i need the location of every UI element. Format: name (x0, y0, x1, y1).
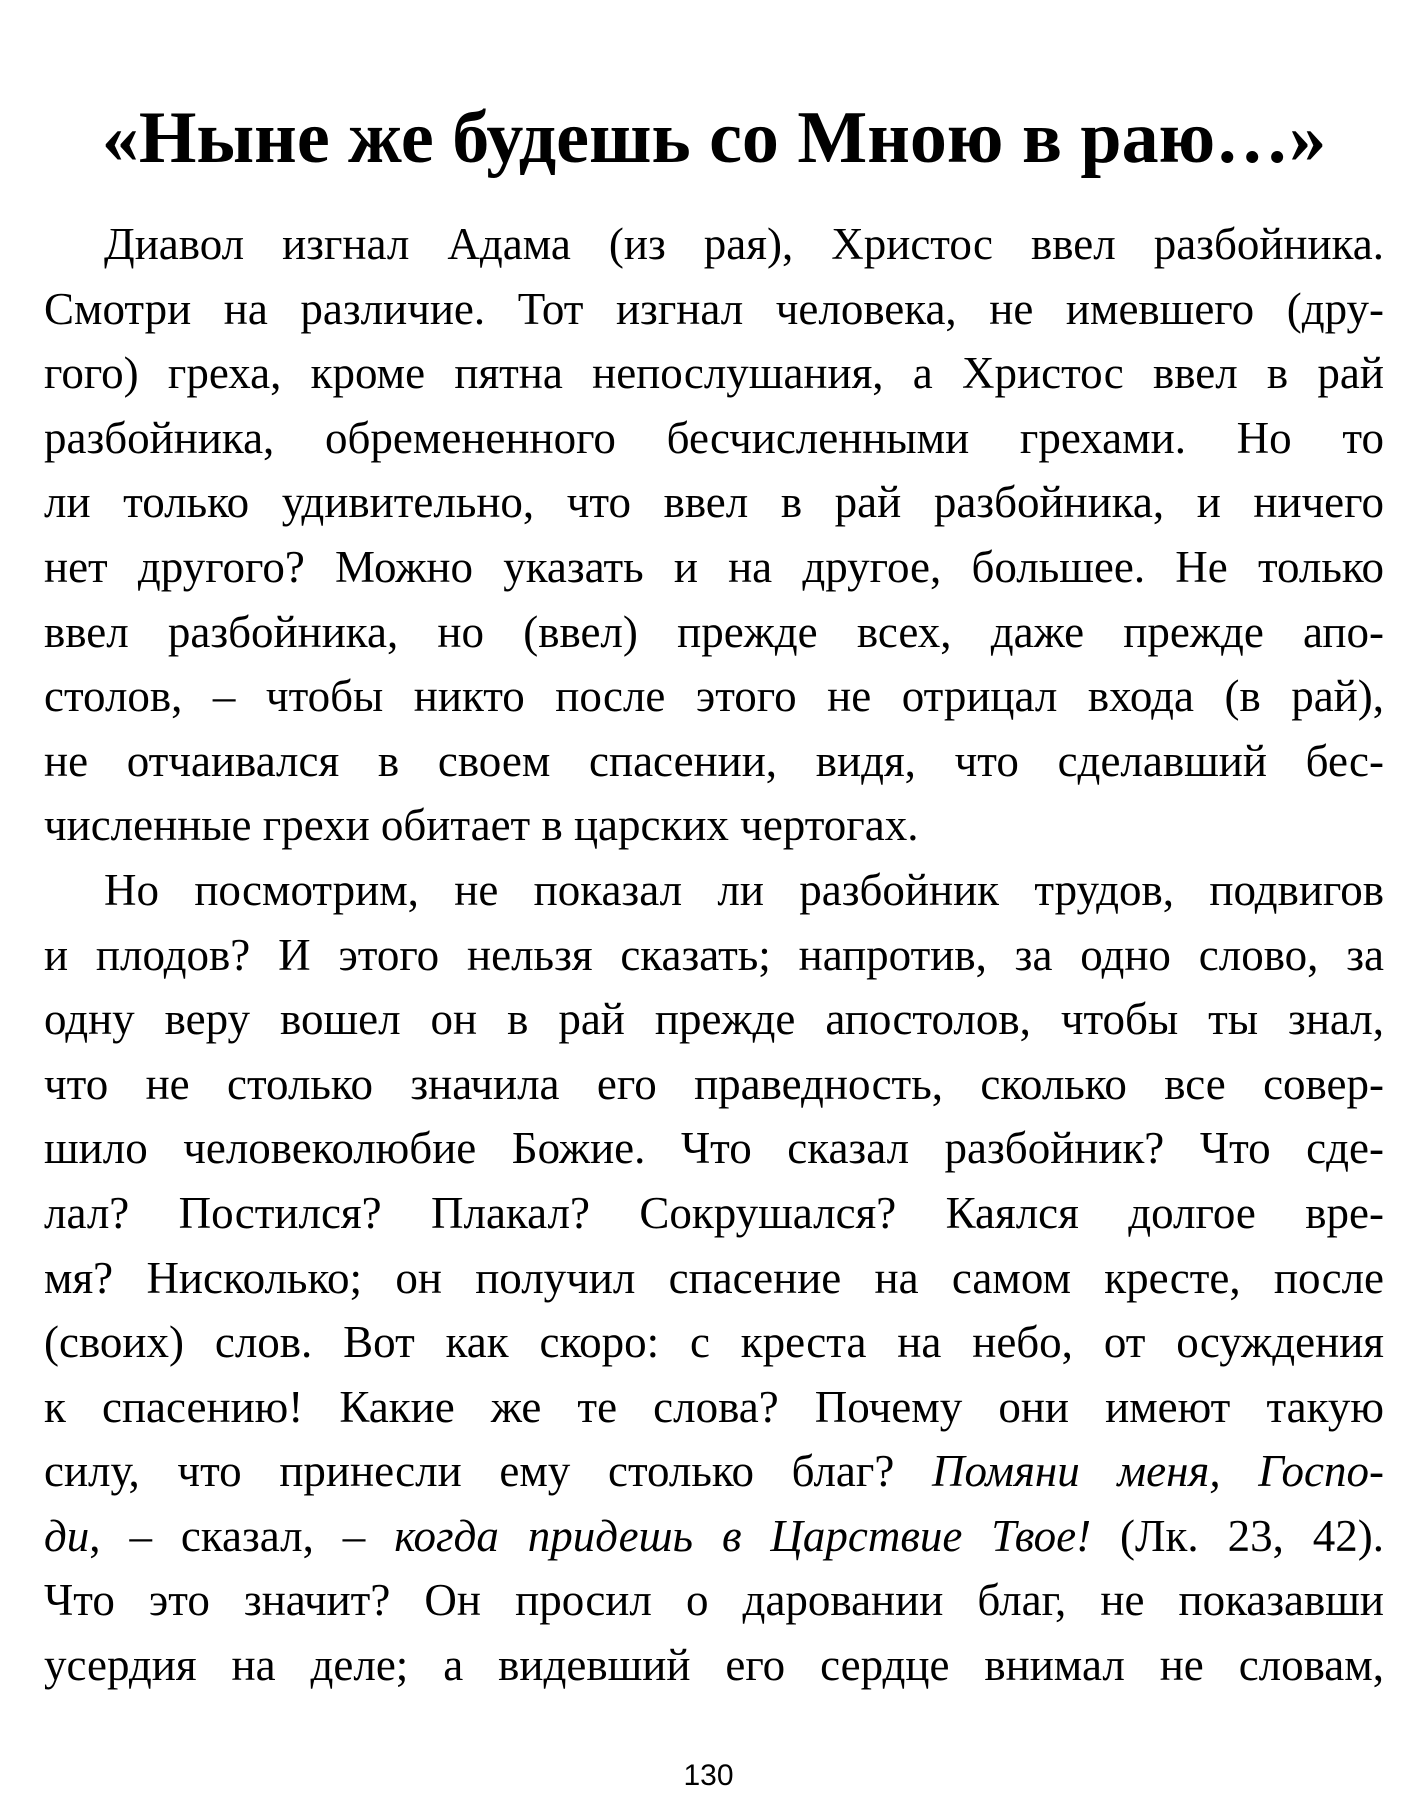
paragraph-1 (44, 212, 1384, 858)
text-line: шило человеколюбие Божие. Что сказал разбойник? Что сде- (44, 1123, 1384, 1174)
text-line: Смотри на различие. Тот изгнал человека, не имевшего (дру- (44, 283, 1384, 334)
text-line: ввел разбойника, но (ввел) прежде всех, даже прежде апо- (44, 606, 1384, 657)
italic-quote: когда придешь в Царствие Твое! (394, 1510, 1092, 1561)
text-line (44, 1439, 1384, 1504)
text-line: Но посмотрим, не показал ли разбойник трудов, подвигов (104, 864, 1384, 915)
text-line: (своих) слов. Вот как скоро: с креста на небо, от осуждения (44, 1317, 1384, 1368)
text-line: Диавол изгнал Адама (из рая), Христос ввел разбойника. (104, 219, 1384, 269)
text-run: (Лк. 23, 42). (1091, 1510, 1384, 1561)
text-line (44, 1504, 1384, 1569)
text-line: не отчаивался в своем спасении, видя, что сделавший бес- (44, 735, 1384, 786)
text-line: нет другого? Можно указать и на другое, большее. Не только (44, 541, 1384, 592)
paragraph-2 (44, 858, 1384, 1698)
text-line: одну веру вошел он в рай прежде апостолов, чтобы ты знал, (44, 994, 1384, 1045)
text-line: Что это значит? Он просил о даровании благ, не показавши (44, 1575, 1384, 1626)
text-line: численные грехи обитает в царских чертогах. (44, 800, 919, 851)
text-line: и плодов? И этого нельзя сказать; напротив, за одно слово, за (44, 929, 1384, 980)
text-line: столов, – чтобы никто после этого не отрицал входа (в рай), (44, 671, 1384, 722)
text-line: усердия на деле; а видевший его сердце внимал не словам, (44, 1640, 1384, 1691)
document-page (44, 92, 1384, 1698)
text-line: что не столько значила его праведность, сколько все совер- (44, 1058, 1384, 1109)
page-number: 130 (683, 1759, 734, 1792)
chapter-title: «Ныне же будешь со Мною в раю…» (101, 97, 1327, 179)
text-run: силу, что принесли ему столько благ? (44, 1446, 932, 1497)
text-run: , – сказал, – (89, 1510, 395, 1561)
text-line: лал? Постился? Плакал? Сокрушался? Каялся долгое вре- (44, 1187, 1384, 1238)
italic-quote: ди (44, 1510, 90, 1561)
text-line: к спасению! Какие же те слова? Почему они имеют такую (44, 1381, 1384, 1432)
italic-quote: Помяни меня, Госпо- (931, 1446, 1384, 1497)
text-line: ли только удивительно, что ввел в рай разбойника, и ничего (44, 477, 1384, 528)
text-line: разбойника, обремененного бесчисленными грехами. Но то (44, 412, 1384, 463)
text-line: гого) греха, кроме пятна непослушания, а Христос ввел в рай (44, 348, 1384, 399)
text-line: мя? Нисколько; он получил спасение на самом кресте, после (44, 1252, 1384, 1303)
